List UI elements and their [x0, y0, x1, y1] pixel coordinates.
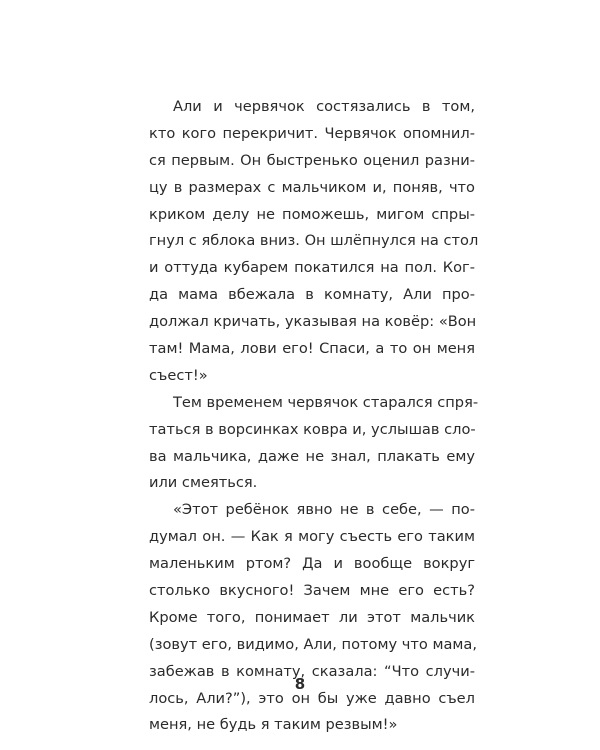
- text-line: Тем временем червячок старался спря-: [173, 393, 479, 411]
- text-line: там! Мама, лови его! Спаси, а то он меня: [149, 340, 475, 358]
- text-line: да мама вбежала в комнату, Али про-: [149, 286, 475, 304]
- text-line: Кроме того, понимает ли этот мальчик: [149, 608, 475, 626]
- text-line: или смеяться.: [149, 474, 258, 492]
- text-line: должал кричать, указывая на ковёр: «Вон: [149, 313, 477, 331]
- text-line: маленьким ртом? Да и вообще вокруг: [149, 555, 475, 573]
- text-line: ва мальчика, даже не знал, плакать ему: [149, 447, 475, 465]
- text-line: забежав в комнату, сказала: “Что случи-: [149, 662, 475, 680]
- body-text: [149, 94, 479, 739]
- text-line: думал он. — Как я могу съесть его таким: [149, 528, 475, 546]
- text-line: столько вкусного! Зачем мне его есть?: [149, 582, 475, 600]
- text-line: и оттуда кубарем покатился на пол. Ког-: [149, 259, 475, 277]
- text-line: «Этот ребёнок явно не в себе, — по-: [173, 501, 475, 519]
- text-line: Али и червячок состязались в том,: [173, 98, 475, 115]
- text-line: съест!»: [149, 366, 208, 384]
- text-line: ся первым. Он быстренько оценил разни-: [149, 151, 475, 169]
- text-line: кто кого перекричит. Червячок опомнил-: [149, 124, 475, 142]
- text-line: гнул с яблока вниз. Он шлёпнулся на стол: [149, 232, 479, 250]
- text-line: (зовут его, видимо, Али, потому что мама,: [149, 635, 477, 653]
- text-line: меня, не будь я таким резвым!»: [149, 716, 398, 734]
- text-line: цу в размерах с мальчиком и, поняв, что: [149, 178, 475, 196]
- text-line: лось, Али?”), это он бы уже давно съел: [149, 689, 475, 707]
- text-line: криком делу не поможешь, мигом спры-: [149, 205, 475, 223]
- page-number: 8: [294, 675, 306, 693]
- text-line: таться в ворсинках ковра и, услышав сло-: [149, 420, 476, 438]
